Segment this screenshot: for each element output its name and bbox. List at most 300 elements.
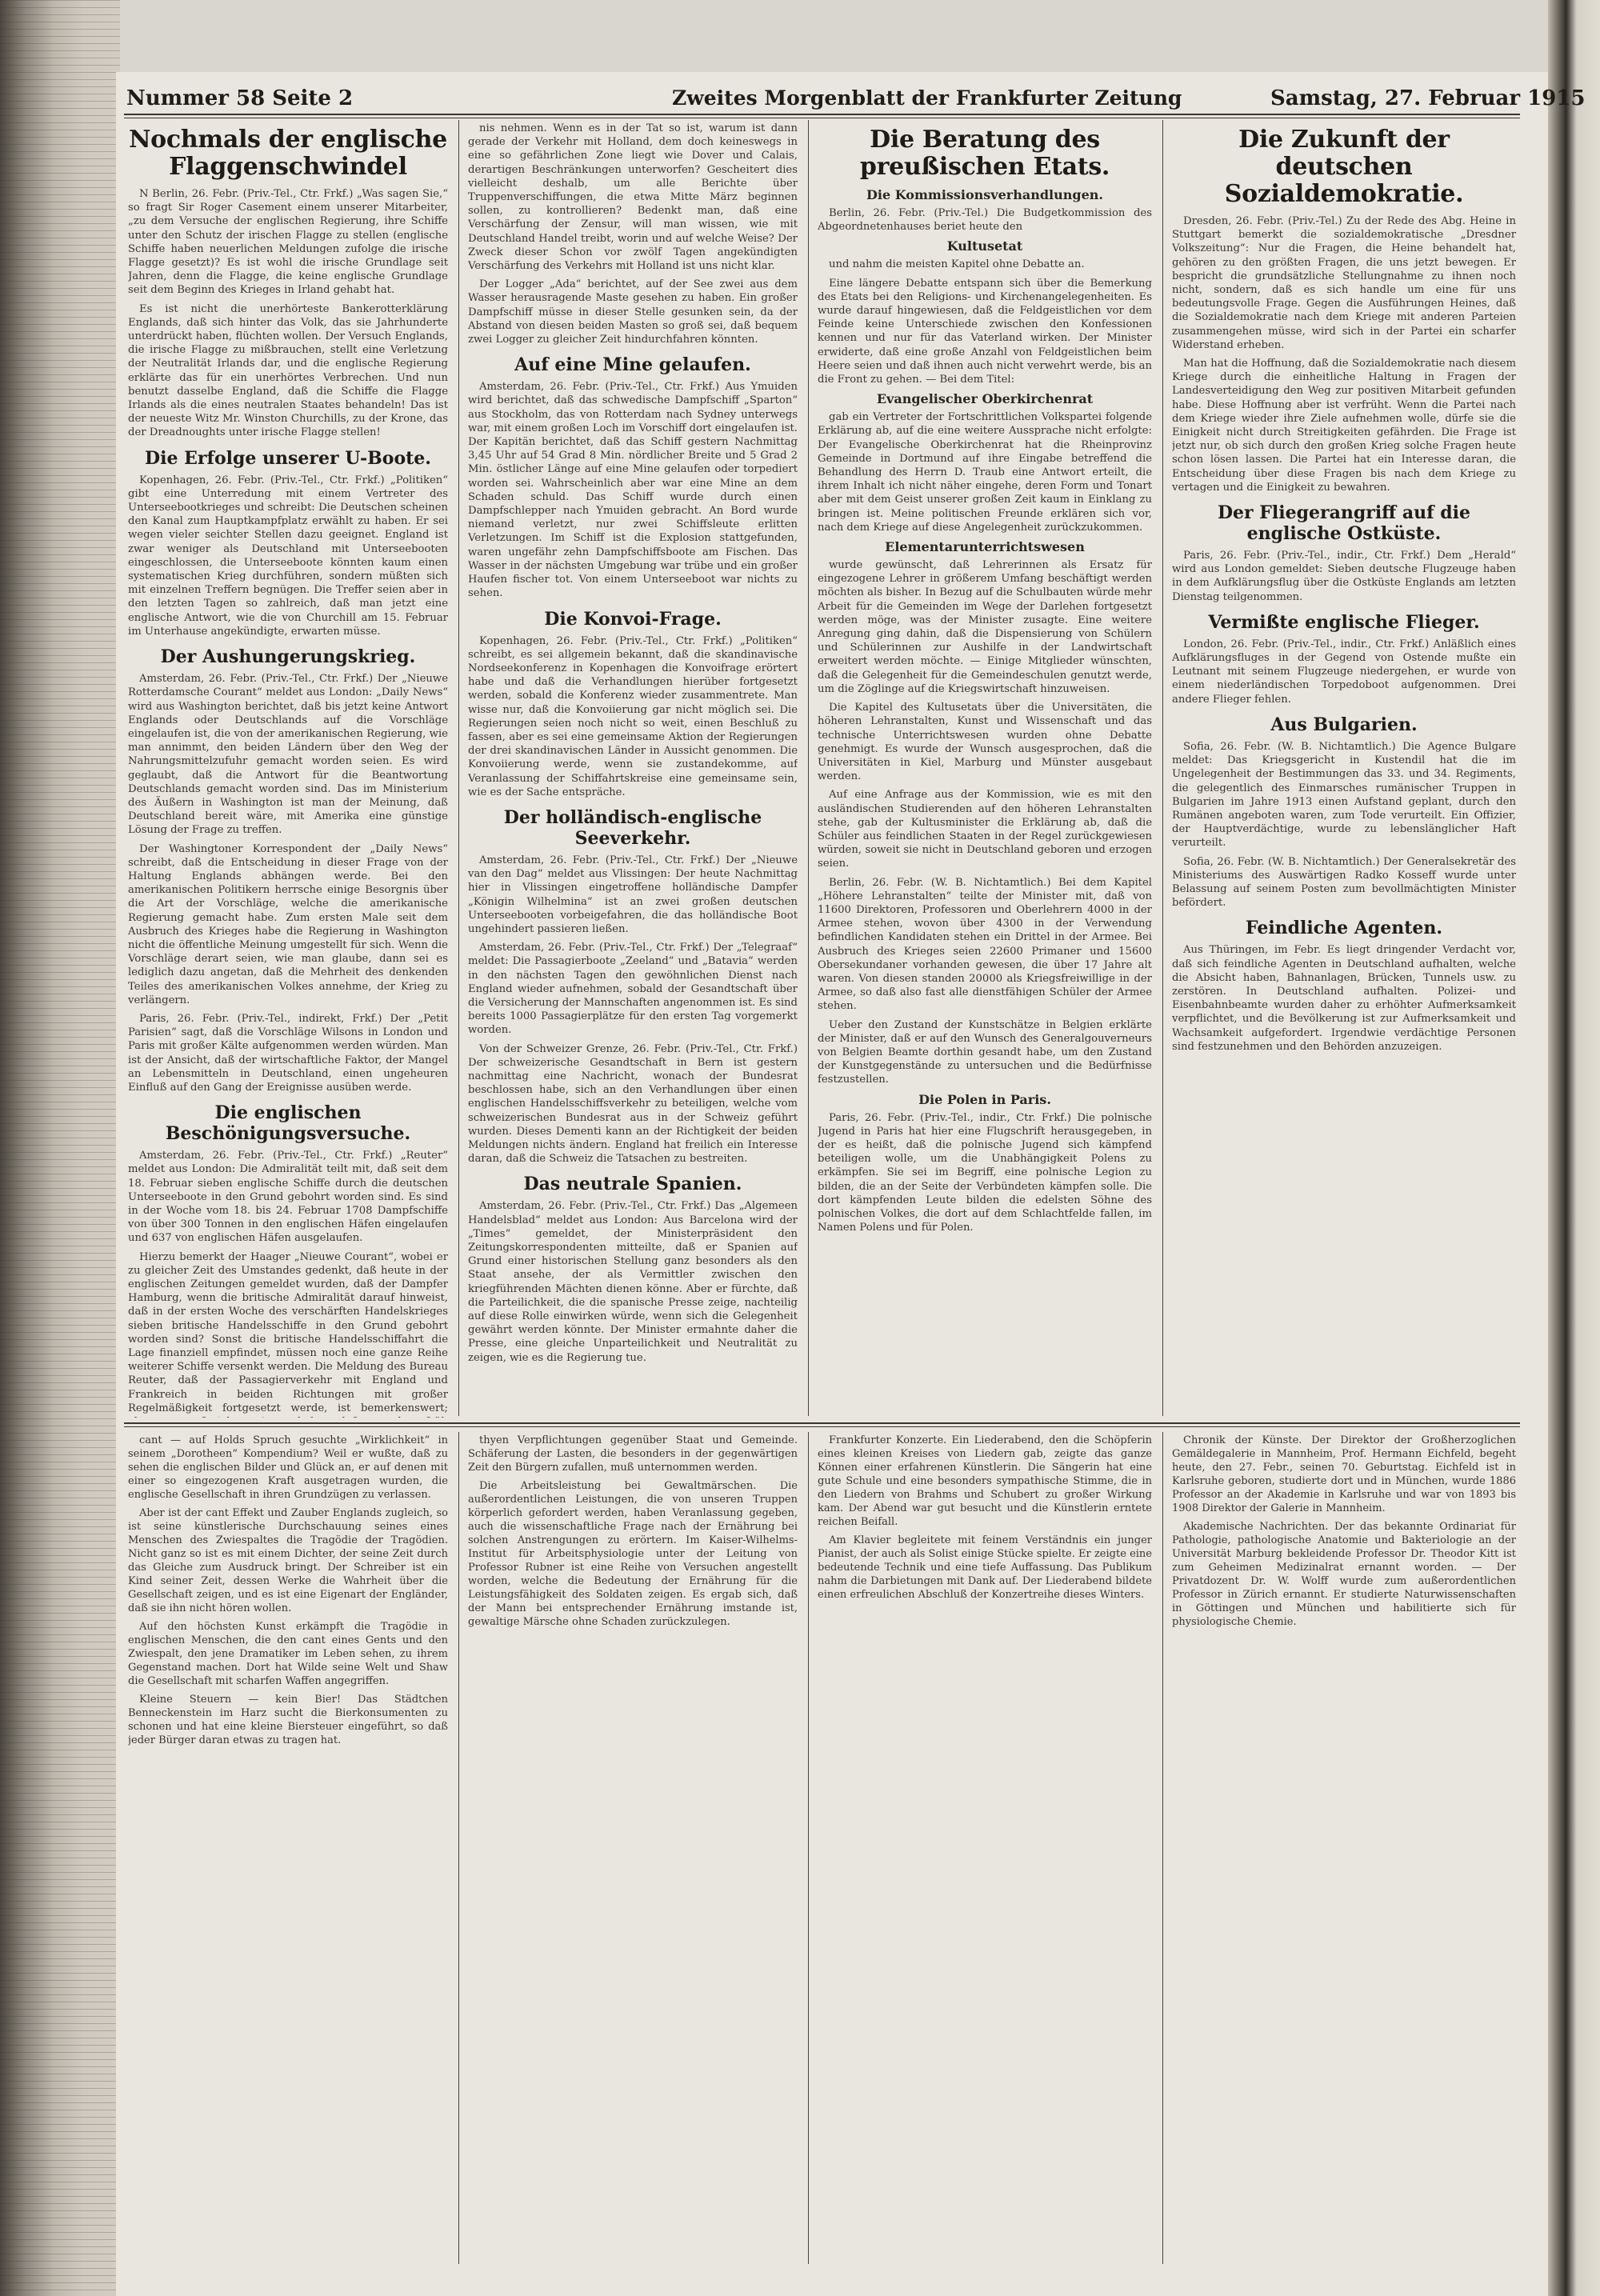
binding-page-edge: [0, 1807, 120, 1808]
binding-page-edge: [0, 79, 120, 80]
article-headline: Der Fliegerangriff auf die englische Ostküste.: [1217, 502, 1471, 545]
article-headline: Elementarunterrichtswesen: [885, 539, 1085, 555]
article-paragraph: und nahm die meisten Kapitel ohne Debatte an.: [829, 258, 1085, 271]
binding-page-edge: [0, 1483, 120, 1484]
binding-page-edge: [0, 756, 120, 757]
binding-page-edge: [0, 2174, 120, 2175]
article-headline: Das neutrale Spanien.: [523, 1174, 742, 1195]
binding-page-edge: [0, 1613, 120, 1614]
article-paragraph: Die Kapitel des Kultusetats über die Universitäten, die höheren Lehranstalten, Kunst und Wissenschaft und das technische Unterrichtswesen wurden ohne Debatte genehmigt. Es wurde der Wunsch ausgesprochen, daß die Universitäten in Kiel, Marburg und Münster ausgebaut werden.: [818, 702, 1152, 783]
binding-page-edge: [0, 504, 120, 505]
binding-page-edge: [0, 338, 120, 339]
binding-page-edge: [0, 1757, 120, 1758]
binding-page-edge: [0, 1512, 120, 1513]
binding-page-edge: [0, 288, 120, 289]
binding-page-edge: [0, 1080, 120, 1081]
binding-page-edge: [0, 1361, 120, 1362]
binding-page-edge: [0, 590, 120, 591]
article-headline: Kultusetat: [946, 238, 1023, 254]
binding-page-edge: [0, 576, 120, 577]
binding-page-edge: [0, 648, 120, 649]
binding-page-edge: [0, 1044, 120, 1045]
binding-page-edge: [0, 425, 120, 426]
feuilleton-rule: [124, 1422, 1520, 1424]
article-headline: Die Polen in Paris.: [918, 1091, 1051, 1107]
binding-page-edge: [0, 1886, 120, 1887]
binding-page-edge: [0, 1706, 120, 1707]
article-paragraph: Amsterdam, 26. Febr. (Priv.-Tel., Ctr. Frkf.) Der „Nieuwe van den Dag“ meldet aus Vlissingen: Der heute Nachmittag hier in Vlissingen eingetroffene holländische Dampfer „Königin Wilhelmina“ ist an zwei großen deutschen Unterseebooten vorbeigefahren, die das holländische Boot ungehindert passieren ließen.: [468, 854, 798, 935]
binding-page-edge: [0, 1202, 120, 1203]
binding-page-edge: [0, 1130, 120, 1131]
binding-page-edge: [0, 2138, 120, 2139]
binding-page-edge: [0, 878, 120, 879]
article-headline: Die Kommissionsverhandlungen.: [866, 187, 1103, 202]
article-paragraph: Kleine Steuern — kein Bier! Das Städtchen Benneckenstein im Harz sucht die Bierkonsumenten zu schonen und hat eine kleine Biersteuer eingeführt, so daß jeder Bürger daran etwas zu tragen hat.: [128, 1694, 448, 1746]
binding-page-edge: [0, 317, 120, 318]
article-headline: Nochmals der englische Flaggenschwindel: [129, 126, 447, 181]
binding-page-edge: [0, 1346, 120, 1347]
binding-page-edge: [0, 230, 120, 231]
binding-page-edge: [0, 108, 120, 109]
article-headline: Aus Bulgarien.: [1270, 714, 1418, 735]
binding-page-edge: [0, 1634, 120, 1635]
binding-page-edge: [0, 1958, 120, 1959]
binding-page-edge: [0, 583, 120, 584]
binding-page-edge: [0, 626, 120, 627]
binding-page-edge: [0, 799, 120, 800]
binding-page-edge: [0, 979, 120, 980]
binding-page-edge: [0, 1591, 120, 1592]
binding-page-edge: [0, 2210, 120, 2211]
article-paragraph: cant — auf Holds Spruch gesuchte „Wirklichkeit“ in seinem „Dorotheen“ Kompendium? Weil er wußte, daß zu sehen die englischen Bilder und Glück an, er auf denen mit einer so eingezogenen Kraft ausgetragen wurden, die englische Gesellschaft in ihren Grundzügen zu verlassen.: [128, 1434, 448, 1501]
binding-page-edge: [0, 1094, 120, 1095]
binding-page-edge: [0, 1440, 120, 1441]
article-headline: Die Erfolge unserer U-Boote.: [145, 447, 431, 469]
binding-page-edge: [0, 2095, 120, 2096]
binding-page-edge: [0, 1454, 120, 1455]
binding-page-edge: [0, 662, 120, 663]
binding-page-edge: [0, 1015, 120, 1016]
binding-page-edge: [0, 965, 120, 966]
binding-page-edge: [0, 2016, 120, 2017]
binding-page-edge: [0, 389, 120, 390]
binding-page-edge: [0, 792, 120, 793]
article-headline: Die englischen Beschönigungsversuche.: [165, 1102, 411, 1145]
binding-page-edge: [0, 259, 120, 260]
binding-page-edge: [0, 1908, 120, 1909]
binding-page-edge: [0, 864, 120, 865]
column-rule: [458, 120, 459, 1416]
binding-page-edge: [0, 1764, 120, 1765]
article-paragraph: Von der Schweizer Grenze, 26. Febr. (Priv.-Tel., Ctr. Frkf.) Der schweizerische Gesandtschaft in Bern ist gestern nachmittag eine Nachricht, wonach der Bundesrat beschlossen habe, sich an den Verhandlungen über einen englischen Handelsschiffsverkehr zu beteiligen, welche vom schweizerischen Bundesrat aus in der Schweiz geführt wurden. Dieses Dementi kann an der Richtigkeit der beiden Meldungen nichts ändern. England hat freilich ein Interesse daran, daß die Schweiz die Tatsachen zu bestreiten.: [468, 1042, 798, 1166]
binding-page-edge: [0, 1253, 120, 1254]
binding-page-edge: [0, 1814, 120, 1815]
article-paragraph: wurde gewünscht, daß Lehrerinnen als Ersatz für eingezogene Lehrer in größerem Umfang beschäftigt werden möchten als bisher. In Bezug auf die Schulbauten würde mehr Arbeit für die Gemeinden im Wege der Darlehen fortgesetzt werden möge, was der Minister zusagte. Eine weitere Anregung ging dahin, daß die Dispensierung von Schülern und Schülerinnen zur Aushilfe in der Landwirtschaft erweitert werden möchte. — Einige Mitglieder wünschten, daß die Gelegenheit für die Gemeindeschulen genutzt werde, um die Zöglinge auf die Kriegswirtschaft hinzuweisen.: [818, 559, 1152, 695]
issue-date: Samstag, 27. Februar 1915: [1270, 86, 1586, 110]
article-paragraph: Man hat die Hoffnung, daß die Sozialdemokratie nach diesem Kriege durch die einheitliche Haltung in Fragen der Landesverteidigung den Weg zur positiven Mitarbeit gefunden habe. Diese Hoffnung aber ist verfrüht. Wenn die Partei nach dem Kriege wieder ihre Ziele aufnehmen wolle, dürfe sie die Einigkeit nicht durch Streitigkeiten gefährden. Die Frage ist jetzt nur, ob sich durch den großen Krieg solche Fragen heute schon lösen lassen. Die Partei hat ein Interesse daran, die Entscheidung über diese Fragen bis nach dem Kriege zu vertagen und die Einigkeit zu bewahren.: [1172, 358, 1516, 494]
binding-page-edge: [0, 1872, 120, 1873]
binding-page-edge: [0, 1584, 120, 1585]
binding-page-edge: [0, 770, 120, 771]
binding-page-edge: [0, 1728, 120, 1729]
binding-page-edge: [0, 2268, 120, 2269]
binding-page-edge: [0, 1843, 120, 1844]
article-paragraph: Hierzu bemerkt der Haager „Nieuwe Courant“, wobei er zu gleicher Zeit des Umstandes gedenkt, daß heute in der englischen Zeitungen gemeldet wurden, daß der Dampfer Hamburg, wenn die britische Admiralität darauf hinweist, daß in der ersten Woche des verschärften Handelskrieges sieben britische Handelsschiffe in den Grund gebohrt worden sind? Sonst die britische Handelsschiffahrt die Lage finanziell empfindet, müssen noch eine ganze Reihe weiterer Schiffe versenkt werden. Die Meldung des Bureau Reuter, daß der Passagierverkehr mit England und Frankreich in beiden Richtungen mit großer Regelmäßigkeit fortgesetzt werde, ist bemerkenswert;: [128, 1250, 448, 1414]
article-paragraph: Amsterdam, 26. Febr. (Priv.-Tel., Ctr. Frkf.) Aus Ymuiden wird berichtet, daß das schwedische Dampfschiff „Sparton“ aus Stockholm, das von Rotterdam nach Sydney unterwegs war, mit einem großen Loch im Vorschiff dort eingelaufen ist. Der Kapitän berichtet, daß das Schiff gestern Nachmittag 3,45 Uhr auf 54 Grad 8 Min. nördlicher Breite und 5 Grad 2 Min. östlicher Länge auf eine Mine gelaufen oder torpediert worden sei. Wahrscheinlich aber war eine Mine an dem Schaden schuld. Das Schiff wurde durch einen Dampfschlepper nach Ymuiden gebracht. An Bord wurde niemand verletzt, nur zwei Schiffsleute erlitten Verletzungen. Im Schiff ist die Explosion stattgefunden, waren ungefähr zehn Dampfschiffsboote am Fischen. Das Wasser in der nächsten Umgebung war trübe und ein großer Haufen fischer tot. Von einem Unterseeboot war nichts zu sehen.: [468, 381, 798, 600]
binding-page-edge: [0, 1627, 120, 1628]
binding-page-edge: [0, 1159, 120, 1160]
binding-page-edge: [0, 720, 120, 721]
binding-page-edge: [0, 835, 120, 836]
article-paragraph: N Berlin, 26. Febr. (Priv.-Tel., Ctr. Frkf.) „Was sagen Sie,“ so fragt Sir Roger Casement einem unserer Mitarbeiter, „zu dem Versuche der englischen Regierung, ihre Schiffe unter den Schutz der irischen Flagge zu stellen (englische Schiffe haben neuerlichen Meldungen zufolge die irische Flagge gesetzt)? Es ist wohl die irische Grundlage seit Jahren, denn die Flagge, die keine englische Grundlage seit dem Beginn des Krieges in Irland gehabt hat.: [128, 188, 448, 297]
binding-page-edge: [0, 410, 120, 411]
binding-page-edge: [0, 1865, 120, 1866]
binding-page-edge: [0, 569, 120, 570]
binding-page-edge: [0, 14, 120, 15]
article-paragraph: Auf eine Anfrage aus der Kommission, wie es mit den ausländischen Studierenden auf den höheren Lehranstalten stehe, gab der Kultusminister die Erklärung ab, daß die Schüler aus feindlichen Staaten in der Regel zurückgewiesen würden, soweit sie nicht in Deutschland geboren und erzogen seien.: [818, 789, 1152, 870]
article-paragraph: Der Logger „Ada“ berichtet, auf der See zwei aus dem Wasser herausragende Maste gesehen zu haben. Ein großer Dampfschiff müsse in dieser Stelle gesunken sein, da der Abstand von diesen beiden Masten so groß sei, daß bequem zwei Logger zu gleicher Zeit hindurchfahren könnten.: [468, 278, 798, 346]
binding-page-edge: [0, 1073, 120, 1074]
article-paragraph: nis nehmen. Wenn es in der Tat so ist, warum ist dann gerade der Verkehr mit Holland, dem doch keineswegs in eine so gefährlichen Zone liegt wie Dover und Calais, derartigen Beschränkungen unterworfen? Gescheitert dies vielleicht deshalb, um alle Berichte über Truppenverschiffungen, die etwa Mitte März beginnen sollen, zu kontrollieren? Bedenkt man, daß eine Verschärfung der Zensur, will man wissen, wie mit Deutschland Handel treibt, worin und auf welche Weise? Der Zweck dieser Schon vor zwölf Tagen angekündigten Verschärfung des Verkehrs mit Holland ist uns nicht klar.: [468, 122, 798, 273]
binding-page-edge: [0, 1980, 120, 1981]
article-paragraph: Eine längere Debatte entspann sich über die Bemerkung des Etats bei den Religions- und Kirchenangelegenheiten. Es wurde darauf hingewiesen, daß die Feldgeistlichen vor dem Feinde keine Unterschiede zwischen den Konfessionen kennen und nur für das Vaterland wirken. Der Minister erwiderte, daß eine große Anzahl von Feldgeistlichen beim Heere seien und daß ihnen auch nicht verwehrt werde, bis an die Front zu gehen. — Bei dem Titel:: [818, 277, 1152, 386]
article-headline: Vermißte englische Flieger.: [1208, 611, 1480, 633]
binding-page-edge: [0, 209, 120, 210]
binding-page-edge: [0, 1325, 120, 1326]
binding-page-edge: [0, 1303, 120, 1304]
article-paragraph: gab ein Vertreter der Fortschrittlichen Volkspartei folgende Erklärung ab, auf die eine weitere Aussprache nicht erfolgte: Der Evangelische Oberkirchenrat hat die Rheinprovinz Gemeinde in Dortmund auf ihre Eingabe betreffend die Behandlung des Herrn D. Traub eine Antwort erteilt, die ihrem Inhalt ich nicht näher eingehe, deren Form und Tonart aber mit dem Geist unserer großen Zeit kaum in Einklang zu bringen ist. Meine politischen Freunde erklären sich vor, nach dem Kriege auf diese Angelegenheit zurückzukommen.: [818, 411, 1152, 534]
article-headline: Der Aushungerungskrieg.: [160, 646, 416, 668]
binding-page-edge: [0, 331, 120, 332]
binding-page-edge: [0, 497, 120, 498]
binding-page-edge: [0, 216, 120, 217]
binding-page-edge: [0, 1476, 120, 1477]
binding-page-edge: [0, 763, 120, 764]
article-paragraph: Sofia, 26. Febr. (W. B. Nichtamtlich.) Der Generalsekretär des Ministeriums des Auswärtigen Radko Kosseff wurde unter Belassung auf seinem Posten zum bevollmächtigten Minister befördert.: [1172, 855, 1516, 910]
binding-page-edge: [0, 1382, 120, 1383]
binding-page-edge: [0, 86, 120, 87]
binding-page-edge: [0, 1397, 120, 1398]
binding-page-edge: [0, 374, 120, 375]
binding-page-edge: [0, 1001, 120, 1002]
binding-page-edge: [0, 360, 120, 361]
binding-page-edge: [0, 1526, 120, 1527]
binding-page-edge: [0, 821, 120, 822]
binding-page-edge: [0, 1181, 120, 1182]
binding-page-edge: [0, 2282, 120, 2283]
binding-page-edge: [0, 1058, 120, 1059]
binding-page-edge: [0, 2059, 120, 2060]
article-paragraph: Paris, 26. Febr. (Priv.-Tel., indirekt, Frkf.) Der „Petit Parisien“ sagt, daß die Vorschläge Wilsons in London und Paris mit großer Kälte aufgenommen werden würden. Man ist der Ansicht, daß der wirtschaftliche Faktor, der Mangel an Lebensmitteln in Deutschland, einen ungeheuren Einfluß auf den Gang der Ereignisse ausüben werde.: [128, 1012, 448, 1094]
binding-page-edge: [0, 2167, 120, 2168]
binding-page-edge: [0, 605, 120, 606]
binding-page-edge: [0, 1231, 120, 1232]
binding-page-edge: [0, 1109, 120, 1110]
binding-page-edge: [0, 1735, 120, 1736]
article-headline: Die Konvoi-Frage.: [544, 608, 722, 630]
binding-page-edge: [0, 540, 120, 541]
binding-page-edge: [0, 72, 120, 73]
news-column-2: [468, 122, 798, 1418]
article-paragraph: Die Arbeitsleistung bei Gewaltmärschen. Die außerordentlichen Leistungen, die von unseren Truppen körperlich gefordert werden, haben Veranlassung gegeben, auch die wissenschaftliche Frage nach der Ernährung bei solchen Anstrengungen zu erörtern. Im Kaiser-Wilhelms-Institut für Arbeitsphysiologie unter der Leitung von Professor Rubner ist eine Reihe von Versuchen angestellt worden, welche die Bedeutung der Ernährung für die Leistungsfähigkeit des Soldaten zeigen. Es ergab sich, daß der Mann bei entsprechender Ernährung imstande ist, gewaltige Märsche ohne Schaden zurückzulegen.: [468, 1480, 798, 1628]
binding-page-edge: [0, 1577, 120, 1578]
binding-page-edge: [0, 1123, 120, 1124]
feuilleton-column-4: [1172, 1434, 1516, 2266]
binding-page-edge: [0, 691, 120, 692]
binding-page-edge: [0, 1994, 120, 1995]
column-rule: [1162, 120, 1163, 1416]
binding-page-edge: [0, 252, 120, 253]
binding-page-edge: [0, 396, 120, 397]
binding-page-edge: [0, 1411, 120, 1412]
binding-page-edge: [0, 900, 120, 901]
binding-page-edge: [0, 482, 120, 483]
binding-page-edge: [0, 1692, 120, 1693]
binding-page-edge: [0, 194, 120, 195]
article-paragraph: Amsterdam, 26. Febr. (Priv.-Tel., Ctr. Frkf.) Der „Nieuwe Rotterdamsche Courant“ meldet aus London: „Daily News“ wird aus Washington berichtet, daß bis jetzt keine Antwort Englands oder Deutschlands auf die Vorschläge eingelaufen ist, die von der amerikanischen Regierung, wie man annimmt, den beiden Ländern über den Weg der Nahrungsmittelzufuhr gemacht worden seien. Es wird geglaubt, daß die Antwort für die Beantwortung Deutschlands gemacht worden sind. Das im Ministerium des Äußern in Washington ist man der Meinung, daß Deutschland bereit wäre, mit Amerika eine günstige Lösung der Frage zu treffen.: [128, 673, 448, 837]
binding-page-edge: [0, 1022, 120, 1023]
binding-page-edge: [0, 1051, 120, 1052]
binding-page-edge: [0, 1087, 120, 1088]
binding-page-edge: [0, 1915, 120, 1916]
article-headline: Der holländisch-englische Seeverkehr.: [503, 806, 762, 849]
binding-page-edge: [0, 1195, 120, 1196]
binding-page-edge: [0, 367, 120, 368]
binding-page-edge: [0, 1505, 120, 1506]
binding-page-edge: [0, 518, 120, 519]
binding-page-edge: [0, 1375, 120, 1376]
binding-page-edge: [0, 1339, 120, 1340]
binding-page-edge: [0, 1901, 120, 1902]
binding-page-edge: [0, 1987, 120, 1988]
article-paragraph: Es ist nicht die unerhörteste Bankerotterklärung Englands, daß sich hinter das Volk, das sie Jahrhunderte unterdrückt haben, flüchten wollen. Der Versuch Englands, die irische Flagge zu mißbrauchen, stellt eine Verletzung der Neutralität Irlands dar, und die englische Regierung erklärte das für ein unerhörtes Verbrechen. Und nun benutzt dasselbe England, daß die Schiffe die Flagge Irlands als die eines neutralen Staates behandeln! Das ist der neueste Witz Mr. Winston Churchills, zu der Krone, das der Dreadnoughts unter irische Flagge stellen!: [128, 302, 448, 439]
binding-page-edge: [0, 698, 120, 699]
binding-page-edge: [0, 2088, 120, 2089]
binding-page-edge: [0, 2196, 120, 2197]
binding-page-edge: [0, 2030, 120, 2031]
binding-page-edge: [0, 1166, 120, 1167]
article-paragraph: Berlin, 26. Febr. (W. B. Nichtamtlich.) Bei dem Kapitel „Höhere Lehranstalten“ teilte der Minister mit, daß von 11600 Direktoren, Professoren und Oberlehrern 4000 in der Armee stehen, wovon über 4300 in der Verwendung befindlichen Kandidaten stehen ein Drittel in der Armee. Bei Ausbruch des Krieges seien 22600 Primaner und 15600 Obersekundaner vorhanden gewesen, die über 17 Jahre alt waren. Von diesen standen 20000 als Kriegsfreiwillige in der Armee, so daß also fast alle dienstfähigen Schüler der Armee stehen.: [818, 876, 1152, 1013]
binding-page-edge: [0, 655, 120, 656]
article-paragraph: Amsterdam, 26. Febr. (Priv.-Tel., Ctr. Frkf.) Der „Telegraaf“ meldet: Die Passagierboote „Zeeland“ und „Batavia“ werden in den nächsten Tagen den gewöhnlichen Dienst nach England wieder aufnehmen, sobald der Gesandtschaft über die Versicherung der Mannschaften angenommen ist. Es sind bereits 1000 Passagierplätze für den ersten Tag vorgemerkt worden.: [468, 942, 798, 1037]
binding-page-edge: [0, 461, 120, 462]
binding-page-edge: [0, 1217, 120, 1218]
binding-page-edge: [0, 1490, 120, 1491]
binding-page-edge: [0, 2081, 120, 2082]
article-paragraph: Am Klavier begleitete mit feinem Verständnis ein junger Pianist, der auch als Solist einige Stücke spielte. Er zeigte eine bedeutende Technik und eine tiefe Auffassung. Das Publikum nahm die Darbietungen mit Dank auf. Der Liederabend bildete einen erfreulichen Abschluß der Konzertreihe dieses Winters.: [818, 1534, 1152, 1601]
article-paragraph: Auf den höchsten Kunst erkämpft die Tragödie in englischen Menschen, die den cant eines Gents und den Zwiespalt, den jene Dramatiker im Leben sehen, zu ihrem Gegenstand machen. Dort hat Wilde seine Welt und Shaw die Gesellschaft mit scharfen Waffen angegriffen.: [128, 1621, 448, 1687]
binding-page-edge: [0, 619, 120, 620]
binding-page-edge: [0, 1771, 120, 1772]
book-binding: [0, 0, 120, 2296]
binding-page-edge: [0, 1598, 120, 1599]
binding-page-edge: [0, 1037, 120, 1038]
binding-page-edge: [0, 1368, 120, 1369]
article-paragraph: Kopenhagen, 26. Febr. (Priv.-Tel., Ctr. Frkf.) „Politiken“ gibt eine Unterredung mit einem Vertreter des Unterseebootkrieges und schreibt: Die Deutschen scheinen den Kanal zum Hauptkampfplatz erwählt zu haben. Er sei wegen vieler seichter Stellen dazu geeignet. England ist zwar weniger als Deutschland mit Unterseebooten eingeschlossen, die Unterseeboote könnten kaum einen systematischen Krieg durchführen, sondern müßten sich mit einzelnen Treffern begnügen. Die Treffer seien aber in den letzten Tagen so zahlreich, daß man jetzt eine englische Antwort, wie die von Churchill am 15. Februar im Unterhause angekündigte, erwarten müsse.: [128, 474, 448, 638]
binding-page-edge: [0, 1793, 120, 1794]
binding-page-edge: [0, 842, 120, 843]
binding-page-edge: [0, 914, 120, 915]
binding-page-edge: [0, 806, 120, 807]
binding-page-edge: [0, 828, 120, 829]
binding-page-edge: [0, 2023, 120, 2024]
binding-page-edge: [0, 324, 120, 325]
binding-page-edge: [0, 223, 120, 224]
news-column-3: [818, 122, 1152, 1418]
article-headline: Auf eine Mine gelaufen.: [514, 354, 751, 376]
binding-page-edge: [0, 137, 120, 138]
binding-page-edge: [0, 727, 120, 728]
binding-page-edge: [0, 1296, 120, 1297]
binding-page-edge: [0, 2239, 120, 2240]
binding-page-edge: [0, 1145, 120, 1146]
binding-page-edge: [0, 1562, 120, 1563]
binding-page-edge: [0, 180, 120, 181]
binding-page-edge: [0, 1800, 120, 1801]
page-number-label: Nummer 58 Seite 2: [126, 86, 354, 110]
feuilleton-rule-thin: [124, 1426, 1520, 1427]
binding-page-edge: [0, 612, 120, 613]
binding-page-edge: [0, 1649, 120, 1650]
article-paragraph: Kopenhagen, 26. Febr. (Priv.-Tel., Ctr. Frkf.) „Politiken“ schreibt, es sei allgemein bekannt, daß die skandinavische Nordseekonferenz in Kopenhagen die Konvoifrage erörtert habe und daß die Verhandlungen hierüber fortgesetzt werden, sobald die Konferenz wieder zusammentrete. Man wisse nur, daß die Konvoiierung gar nicht möglich sei. Die Regierungen seien noch nicht so weit, einen Beschluß zu fassen, aber es sei eine gemeinsame Aktion der Regierungen der drei skandinavischen Länder in Aussicht genommen. Die Konvoiierung werde, wenn sie zustandekomme, auf Veranlassung der Schiffahrtskreise eine gemeinsame sein, wie es der Sache entspräche.: [468, 634, 798, 798]
binding-page-edge: [0, 936, 120, 937]
feuilleton-column-rule: [1162, 1432, 1163, 2264]
article-headline: Die Beratung des preußischen Etats.: [859, 126, 1110, 181]
binding-page-edge: [0, 1404, 120, 1405]
binding-page-edge: [0, 684, 120, 685]
binding-page-edge: [0, 2052, 120, 2053]
binding-page-edge: [0, 907, 120, 908]
binding-page-edge: [0, 871, 120, 872]
binding-page-edge: [0, 7, 120, 8]
binding-page-edge: [0, 302, 120, 303]
binding-page-edge: [0, 2232, 120, 2233]
binding-page-edge: [0, 29, 120, 30]
binding-page-edge: [0, 2275, 120, 2276]
binding-page-edge: [0, 1433, 120, 1434]
binding-page-edge: [0, 1944, 120, 1945]
binding-page-edge: [0, 1670, 120, 1671]
binding-page-edge: [0, 1116, 120, 1117]
binding-page-edge: [0, 1922, 120, 1923]
binding-page-edge: [0, 2117, 120, 2118]
binding-page-edge: [0, 1469, 120, 1470]
binding-page-edge: [0, 1656, 120, 1657]
binding-page-edge: [0, 122, 120, 123]
binding-page-edge: [0, 1332, 120, 1333]
masthead-title: Zweites Morgenblatt der Frankfurter Zeitung: [672, 86, 1182, 110]
article-paragraph: Aus Thüringen, im Febr. Es liegt dringender Verdacht vor, daß sich feindliche Agenten in Deutschland aufhalten, welche die Absicht haben, Bahnanlagen, Brücken, Tunnels usw. zu zerstören. In Deutschland aufhalten. Polizei- und Eisenbahnbeamte wurden daher zu erhöhter Aufmerksamkeit verpflichtet, und die Bevölkerung ist zur Aufmerksamkeit und Wachsamkeit aufgefordert. Irgendwie verdächtige Personen sind festzunehmen und den Behörden anzuzeigen.: [1172, 944, 1516, 1053]
article-paragraph: Paris, 26. Febr. (Priv.-Tel., indir., Ctr. Frkf.) Die polnische Jugend in Paris hat hier eine Flugschrift herausgegeben, in der es heißt, daß die polnische Jugend sich kämpfend beteiligen wolle, um die Unabhängigkeit Polens zu erkämpfen. Sie sei im Begriff, eine polnische Legion zu bilden, die an der Seite der Verbündeten kämpfen solle. Die dort kämpfenden Leute bilden die edelsten Söhne des polnischen Volkes, die dort auf dem Schlachtfelde fallen, im Namen Polens und für Polen.: [818, 1111, 1152, 1234]
binding-page-edge: [0, 972, 120, 973]
binding-page-edge: [0, 1310, 120, 1311]
binding-page-edge: [0, 475, 120, 476]
binding-page-edge: [0, 2246, 120, 2247]
binding-page-edge: [0, 1778, 120, 1779]
binding-page-edge: [0, 173, 120, 174]
binding-page-edge: [0, 50, 120, 51]
binding-page-edge: [0, 1742, 120, 1743]
binding-page-edge: [0, 511, 120, 512]
header-rule: [124, 114, 1520, 115]
binding-page-edge: [0, 1548, 120, 1549]
binding-page-edge: [0, 187, 120, 188]
binding-page-edge: [0, 2153, 120, 2154]
binding-page-edge: [0, 2102, 120, 2103]
binding-page-edge: [0, 432, 120, 433]
binding-page-edge: [0, 2189, 120, 2190]
news-column-4: [1172, 122, 1516, 1418]
binding-page-edge: [0, 1555, 120, 1556]
binding-page-edge: [0, 950, 120, 951]
binding-page-edge: [0, 295, 120, 296]
article-paragraph: London, 26. Febr. (Priv.-Tel., indir., Ctr. Frkf.) Anläßlich eines Aufklärungsfluges in der Gegend von Ostende mußte ein Leutnant mit seinem Flugzeuge niedergehen, er wurde von einem niederländischen Torpedoboot aufgenommen. Drei andere Flieger fehlen.: [1172, 638, 1516, 706]
binding-page-edge: [0, 1224, 120, 1225]
binding-page-edge: [0, 1152, 120, 1153]
binding-page-edge: [0, 1850, 120, 1851]
article-paragraph: Berlin, 26. Febr. (Priv.-Tel.) Die Budgetkommission des Abgeordnetenhauses beriet heute den: [818, 207, 1152, 234]
article-headline: Evangelischer Oberkirchenrat: [876, 391, 1094, 407]
binding-page-edge: [0, 734, 120, 735]
binding-page-edge: [0, 1951, 120, 1952]
binding-page-edge: [0, 36, 120, 37]
binding-page-edge: [0, 2045, 120, 2046]
binding-page-edge: [0, 1879, 120, 1880]
binding-page-edge: [0, 1418, 120, 1419]
binding-page-edge: [0, 713, 120, 714]
binding-page-edge: [0, 2261, 120, 2262]
binding-page-edge: [0, 857, 120, 858]
binding-page-edge: [0, 101, 120, 102]
binding-page-edge: [0, 2066, 120, 2067]
binding-page-edge: [0, 1973, 120, 1974]
article-paragraph: Der Washingtoner Korrespondent der „Daily News“ schreibt, daß die Entscheidung in dieser Frage von der Haltung Englands abhängen werde. Bei den amerikanischen Politikern herrsche einige Besorgnis über die Art der Vorschläge, welche die amerikanische Regierung gemacht habe. Zum ersten Male seit dem Ausbruch des Krieges habe die Regierung in Washington nicht die öffentliche Meinung umgestellt für sich. Wenn die Vorschläge derart seien, wie man glaube, dann sei es lediglich dazu angetan, daß die Mehrheit des denkenden Teiles des amerikanischen Volkes annehme, der Krieg zu verlängern.: [128, 842, 448, 1006]
binding-page-edge: [0, 1519, 120, 1520]
binding-page-edge: [0, 986, 120, 987]
binding-page-edge: [0, 468, 120, 469]
binding-page-edge: [0, 115, 120, 116]
binding-page-edge: [0, 2225, 120, 2226]
article-paragraph: Sofia, 26. Febr. (W. B. Nichtamtlich.) Die Agence Bulgare meldet: Das Kriegsgericht in Kustendil hat die im Ungelegenheit der Bestimmungen das 33. und 34. Regiments, die gelegentlich des Einmarsches rumänischer Truppen in Bulgarien im Jahre 1913 einen Aufstand geplant, durch den Rumänen angeboten waren, zum Tode verurteilt. Ein Offizier, der Hauptverdächtige, wurde zu lebenslänglicher Haft verurteilt.: [1172, 740, 1516, 850]
binding-page-edge: [0, 245, 120, 246]
news-column-1: [128, 122, 448, 1418]
binding-page-edge: [0, 1188, 120, 1189]
binding-page-edge: [0, 158, 120, 159]
binding-page-edge: [0, 2160, 120, 2161]
binding-page-edge: [0, 1937, 120, 1938]
binding-page-edge: [0, 65, 120, 66]
article-paragraph: Amsterdam, 26. Febr. (Priv.-Tel., Ctr. Frkf.) „Reuter“ meldet aus London: Die Admiralität teilt mit, daß seit dem 18. Februar sieben englische Schiffe durch die deutschen Unterseeboote in den Grund gebohrt worden sind. Es sind in der Woche vom 18. bis 24. Februar 1708 Dampfschiffe von über 300 Tonnen in den englischen Häfen eingelaufen und 637 von englischen Häfen ausgelaufen.: [128, 1150, 448, 1245]
next-page-edge: [1548, 0, 1600, 2296]
feuilleton-column-3: [818, 1434, 1152, 2266]
article-paragraph: Amsterdam, 26. Febr. (Priv.-Tel., Ctr. Frkf.) Das „Algemeen Handelsblad“ meldet aus London: Aus Barcelona wird der „Times“ gemeldet, der Ministerpräsident den Zeitungskorrespondenten mitteilte, daß er Spanien auf Grund einer historischen Stellung ganz besonders als den Staat ansehe, der als Vermittler zwischen den kriegführenden Mächten dienen könne. Aber er fürchte, daß die Parteilichkeit, die die spanische Presse zeige, nachteilig auf diese Rolle einwirken würde, wenn sich die Gelegenheit gewährt werden könnte. Der Minister ermahnte daher die Presse, eine gleiche Unparteilichkeit und Neutralität zu zeigen, wie es die Regierung tue.: [468, 1200, 798, 1364]
article-paragraph: thyen Verpflichtungen gegenüber Staat und Gemeinde. Schäferung der Lasten, die besonders in der gegenwärtigen Zeit den Bürgern zufallen, muß unternommen werden.: [468, 1434, 798, 1474]
binding-page-edge: [0, 1238, 120, 1239]
binding-page-edge: [0, 641, 120, 642]
binding-page-edge: [0, 1289, 120, 1290]
binding-page-edge: [0, 893, 120, 894]
binding-page-edge: [0, 2203, 120, 2204]
article-paragraph: Paris, 26. Febr. (Priv.-Tel., indir., Ctr. Frkf.) Dem „Herald“ wird aus London gemeldet: Sieben deutsche Flugzeuge haben in dem Aufklärungsflug über die Ostküste Englands am letzten Dienstag teilgenommen.: [1172, 550, 1516, 603]
binding-page-edge: [0, 943, 120, 944]
article-paragraph: Ueber den Zustand der Kunstschätze in Belgien erklärte der Minister, daß er auf den Wunsch des Generalgouverneurs von Belgien Beamte dorthin gesandt habe, um den Zustand der Kunstgegenstände zu untersuchen und die Bedürfnisse festzustellen.: [818, 1018, 1152, 1086]
binding-page-edge: [0, 151, 120, 152]
article-headline: Feindliche Agenten.: [1245, 918, 1443, 939]
binding-page-edge: [0, 446, 120, 447]
binding-page-edge: [0, 281, 120, 282]
binding-page-edge: [0, 1699, 120, 1700]
binding-page-edge: [0, 144, 120, 145]
